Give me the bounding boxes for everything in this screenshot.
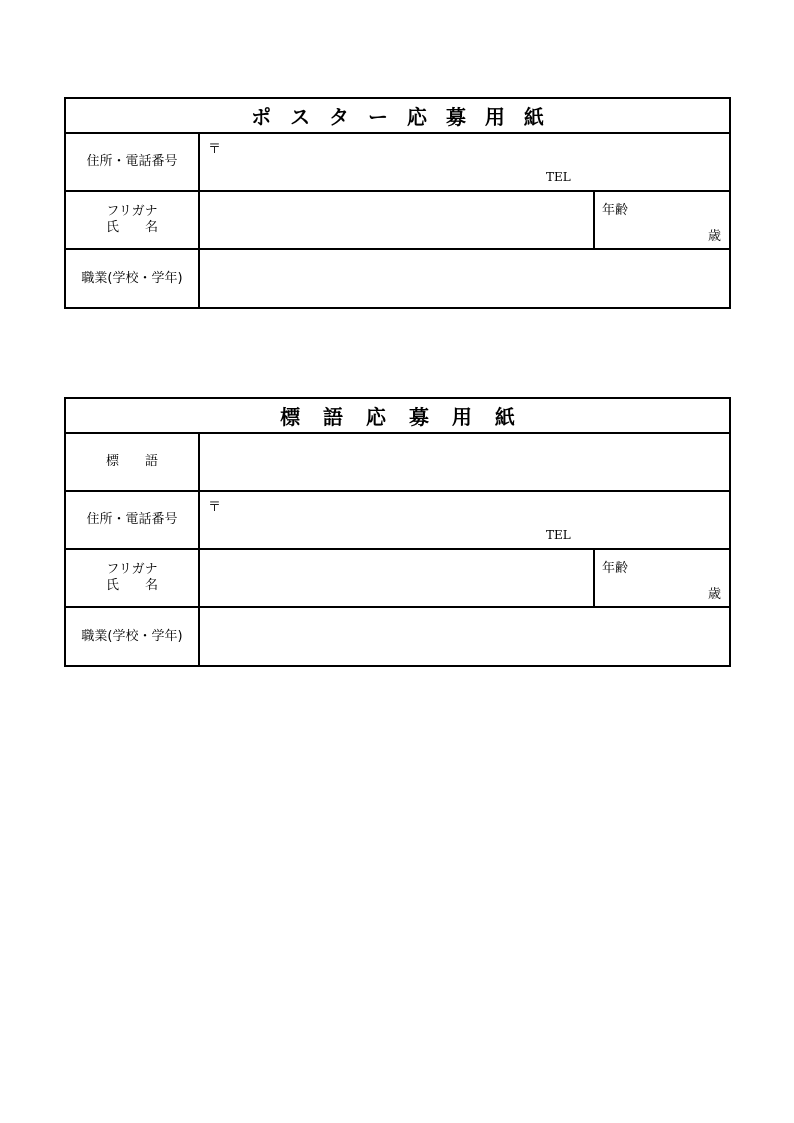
- age-unit: 歳: [707, 587, 721, 602]
- poster-application-form: [64, 97, 731, 309]
- poster-age-field[interactable]: [595, 192, 729, 248]
- slogan-occupation-label: 職業(学校・学年): [66, 608, 200, 665]
- poster-address-label: 住所・電話番号: [66, 134, 200, 190]
- poster-name-label: [66, 192, 200, 248]
- slogan-name-row: [66, 550, 729, 608]
- slogan-form-title: 標 語 応 募 用 紙: [66, 399, 729, 434]
- furigana-label: フリガナ: [106, 562, 158, 577]
- poster-form-title: ポ ス タ ー 応 募 用 紙: [66, 99, 729, 134]
- name-label: 氏 名: [105, 578, 158, 593]
- slogan-field[interactable]: [200, 434, 729, 490]
- slogan-occupation-field[interactable]: [200, 608, 729, 665]
- age-unit: 歳: [707, 229, 721, 244]
- slogan-name-field[interactable]: [200, 550, 595, 606]
- poster-occupation-field[interactable]: [200, 250, 729, 307]
- slogan-name-label: [66, 550, 200, 606]
- postal-mark: 〒: [208, 142, 222, 157]
- slogan-text-row: [66, 434, 729, 492]
- poster-occupation-row: [66, 250, 729, 307]
- slogan-address-row: [66, 492, 729, 550]
- age-label: 年齢: [602, 561, 629, 576]
- postal-mark: 〒: [208, 500, 222, 515]
- slogan-occupation-row: [66, 608, 729, 665]
- name-label: 氏 名: [105, 220, 158, 235]
- poster-name-field[interactable]: [200, 192, 595, 248]
- tel-label: TEL: [546, 170, 571, 184]
- poster-occupation-label: 職業(学校・学年): [66, 250, 200, 307]
- tel-label: TEL: [546, 528, 571, 542]
- poster-address-row: [66, 134, 729, 192]
- furigana-label: フリガナ: [106, 204, 158, 219]
- slogan-application-form: [64, 397, 731, 667]
- slogan-address-label: 住所・電話番号: [66, 492, 200, 548]
- poster-name-row: [66, 192, 729, 250]
- age-label: 年齢: [602, 203, 629, 218]
- poster-address-field[interactable]: [200, 134, 729, 190]
- slogan-label: 標 語: [66, 434, 200, 490]
- slogan-age-field[interactable]: [595, 550, 729, 606]
- slogan-address-field[interactable]: [200, 492, 729, 548]
